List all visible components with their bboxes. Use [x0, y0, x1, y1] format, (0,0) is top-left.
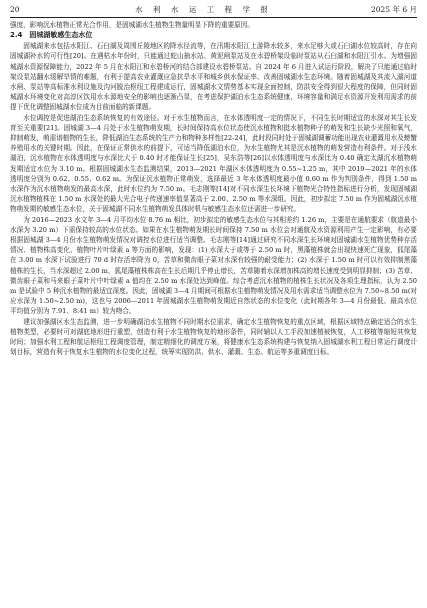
running-header [10, 4, 417, 16]
issue-date: 2025 年 6 月 [370, 5, 417, 14]
intro-tail-paragraph: 强度，影响沉水植物正常光合作用，是固城湖水生植物生物量明显下降的重要原因。 [10, 21, 254, 29]
paragraph-3: 为 2016—2023 水文年 3—4 月平均水位 8.76 m 相比，初步拟定的敏感生态水位与其相差约 1.26 m，主要是在通航要求（航道最小水深为 3.20 m）下需保持较高的水位状态。如果在水生植物萌发期长时间保持 7.50 m 水位会对通航及水资源利用产生一定影响，有必要根据固城湖 3—4 月份水生植物萌发情况对调控水位进行适当调整。毛志刚等[14]通过研究不同水深生长环境对固城湖水生植物优势种存活情况、植物株高变化、植物叶片叶绿素 a 等方面的影响，发现：(1) 水深大于或等于 2.50 m 时，黑藻植株就会出现快速死亡现象，狐尾藻在 3.00 m 水深下试验进行 70 d 时存活率降为 0，苦草和微齿眼子菜对水深有较强的耐受能力；(2) 水深于 1.50 m 时可以有效抑制黑藻植株的生长，当水深超过 2.00 m，狐尾藻植株株高在生长后期几乎停止增长，苦草随着水深增加株高的增长速度受到明显抑制；(3) 苦草、微齿眼子菜和马来眼子菜叶片中叶绿素 a 值均在 2.50 m 水深处达到峰值。综合考虑沉水植物的植株生长状况及各项生理指标，认为 2.50 m 是试验中 5 种沉水植物的最适宜深度。因此，固城湖 3—4 月期间可根据水生植物萌发情况及用水需求适当调整水位为 7.50~8.50 m(对应水深为 1.50~2.50 m)，这也与 2006—2011 年固城湖水生植物萌发期近自然状态的水位变化（此时期各年 3—4 月份最低、最高水位平均值分别为 7.91、8.41 m）较为吻合。 [10, 215, 417, 316]
header-rule [10, 17, 417, 18]
article-body [10, 20, 417, 602]
section-number: 2.4 [10, 31, 23, 40]
journal-title: 水 利 水 运 工 程 学 报 [135, 5, 272, 14]
paragraph-4: 建议加强湖区水生态监测，进一步明确湖泊水生植物不同时期水位需求，确定水生植物恢复的重点区域，根据区域特点确定适合的水生植物类型，必要时可对湖底地形进行重塑，创造有利于水生植物恢复的地形条件，同时辅以人工手段加速植被恢复，人工移植等缩短其恢复时间；加强水利工程和航运枢纽工程调度管理，制定精细化的调度方案，将健康水生态系统构建与恢复纳入固城湖水利工程日常运行调度计划目标，营造有利于恢复水生植物的水位变化过程，统筹实现防洪、供水、灌溉、生态、航运等多重调度目标。 [10, 317, 417, 357]
page-number: 20 [10, 5, 20, 14]
paragraph-1: 固城湖来水包括水阳江、石臼湖及周围丘陵地区的降水径流等，在汛期水阳江上游降水较多，来水足够大或石臼湖水位较高时，存在向固城湖补水的可行性[20]。在遇枯水年份时，只能通过蛇山抽水站、黄泥闸泵站及在水碧桥架设临时泵站从石臼湖和水阳江引水。为增强固城湖水资源保障能力，2022 年 5 月在水阳江和水碧桥河的结合部建设水碧桥泵站。自 2024 年 6 月进入试运行阶段，解决了只能通过临时架设泵站翻水缓解旱情的难题，有利于提高农业灌溉应急抗旱水平和城乡供水保证率、改善固城湖水生态环境。随着固城湖及其流入湖河道水闸、泵站等高标准水利设施及沟河脱治枢纽工程建成运行，固城湖水文情势基本实现全面控制，防洪安全得到很大程度的保障，但同时固城湖水环境变化对高淳区饮用水水源地安全的影响也逐渐凸显，在考虑保护湖泊水生态系统健康、环境容量和满足水资源开发利用需求的前提下优化调整固城湖水位成为目前面临的新课题。 [10, 42, 417, 112]
section-heading [10, 30, 417, 41]
paragraph-2: 水位调控是促进湖泊生态系统恢复的有效途径。对于水生植物而言，在水体透明度一定的情况下，不同生长时期适宜的水深对其生长发育至关重要[21]。固城湖 3—4 月处于水生植物萌发期，长时间保持高水位状态使沉水植物和挺水植物种子的萌发和生长缺少光照和氧气，抑制萌发，萌需谱植物的生长，降低湖泊生态系统的生产力和物种多样性[22-24]，此时段同时处于固城湖调蓄功能出现农业灌溉用水及螃蟹养殖用水的关键时期。因此，在保证正常供水的前提下，可适当降低湖泊水位，为水生植物尤其是沉水植物的萌发营造有利条件。对于浅水湖泊，沉水植物在水体透明度与水深比大于 0.40 时才能保证生长[25]，吴东浩等[26]以水体透明度与水深比为 0.40 确定太湖沉水植物萌发期适宜水位为 3.10 m。根据固城湖水生态监测结果，2013—2021 年湖区水体透明度为 0.55~1.25 m，其中 2019—2021 年的水体透明度分别为 0.62、0.55、0.62 m。为保证沉水植物正常萌发，选择最近 3 年水体透明度最小值 0.60 m 作为判别条件，得到 1.50 m 水深作为沉水植物萌发的最高水深，此时水位约为 7.50 m。毛志刚等[14]对不同水深生长环境下植物光合特性指标进行分析，发现固城湖沉水植物植株在 1.50 m 水深处的最大光合电子传递速率值显著高于 2.00、2.50 m 等水深组。因此，初步拟定 7.50 m 作为固城湖沉水植物萌发期的敏感生态水位，关于固城湖不同水生植物萌发具体时机与敏感生态水位还需进一步研究。 [10, 113, 417, 214]
section-title: 固城湖敏感生态水位 [29, 31, 93, 40]
